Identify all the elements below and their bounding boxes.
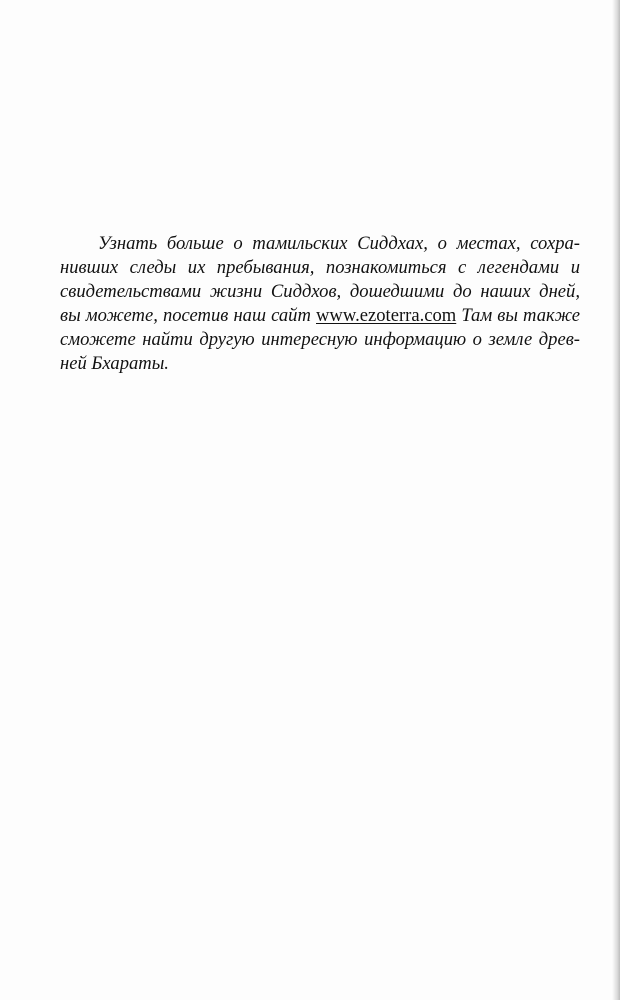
website-link[interactable]: www.ezoterra.com: [316, 305, 457, 326]
paragraph-line-3: свидетельствами жизни Сиддхов, дошедшими до наших дней,: [60, 281, 580, 302]
paragraph-line-1: Узнать больше о тамильских Сиддхах, о местах, сохра-: [98, 233, 580, 254]
paragraph-line-6: ней Бхараты.: [60, 353, 169, 374]
paragraph-line-4-start: вы можете, посетив наш сайт: [60, 305, 311, 326]
paragraph-line-4-end: Там вы также: [461, 305, 580, 326]
notice-paragraph: [60, 232, 580, 376]
paragraph-line-5: сможете найти другую интересную информацию о земле древ-: [60, 329, 580, 350]
paragraph-line-2: нивших следы их пребывания, познакомиться с легендами и: [60, 257, 580, 278]
paragraph-line-4: [60, 304, 580, 328]
page-edge-shadow: [612, 0, 620, 1000]
